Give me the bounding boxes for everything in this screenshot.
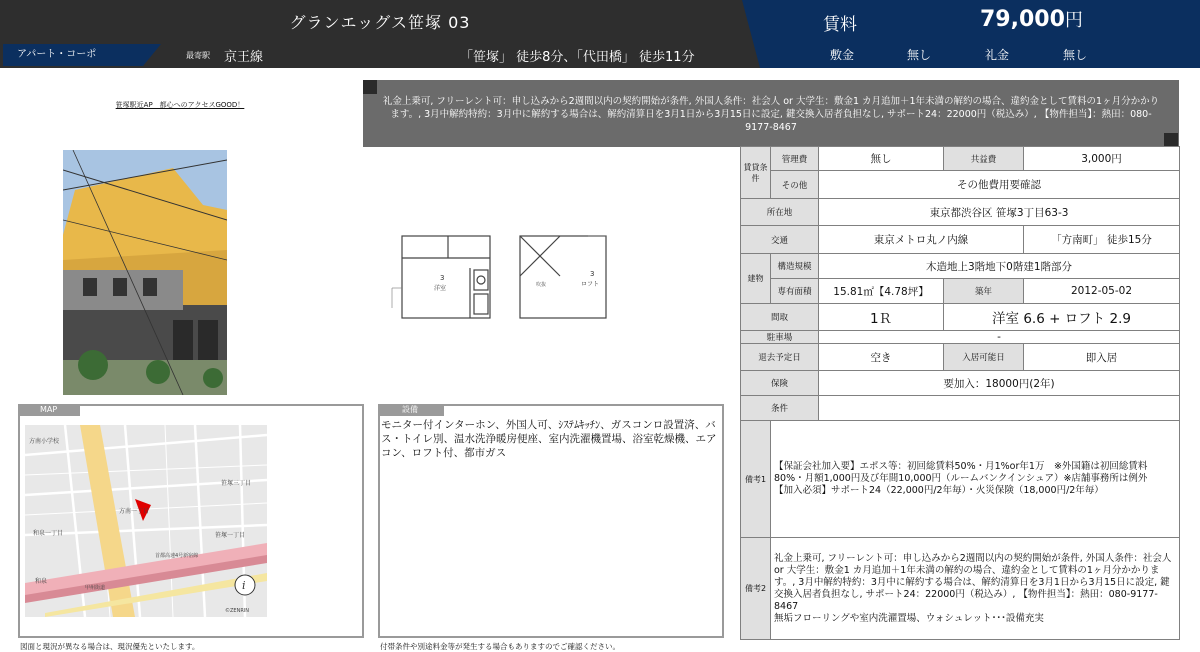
common-fee-label: 共益費 [944, 147, 1024, 171]
vacate-date-label: 退去予定日 [741, 344, 819, 371]
banner-corner-top-left [363, 80, 377, 94]
plan-loft-type: ロフト [581, 281, 600, 288]
transport-station: 「方南町」 徒歩15分 [1024, 226, 1180, 254]
area-value: 15.81㎡【4.78坪】 [819, 279, 944, 304]
layout-detail: 洋室 6.6 + ロフト 2.9 [944, 304, 1180, 331]
conditions-label: 条件 [741, 396, 819, 421]
deposit-label: 敷金 [830, 48, 855, 62]
rent-amount: 79,000 [980, 7, 1065, 32]
map-label-0: 方南小学校 [29, 438, 60, 445]
remarks2-label: 備考2 [741, 538, 771, 640]
rent-unit: 円 [1064, 10, 1083, 31]
map-label-7: 笹塚三丁目 [221, 480, 252, 487]
plan-void-label: 吹抜 [536, 282, 547, 288]
address-value: 東京都渋谷区 笹塚3丁目63-3 [819, 199, 1180, 226]
property-type-tab-edge [143, 44, 161, 66]
address-label: 所在地 [741, 199, 819, 226]
map-note: 図面と現況が異なる場合は、現況優先といたします。 [20, 642, 200, 651]
parking-value: - [819, 331, 1180, 344]
map-compass-icon: i [242, 579, 246, 592]
other-fee-value: その他費用要確認 [819, 171, 1180, 199]
move-in-date-label: 入居可能日 [944, 344, 1024, 371]
building-photo [63, 150, 227, 395]
insurance-label: 保険 [741, 371, 819, 396]
banner-corner-bottom-right [1164, 133, 1178, 147]
map-label-3: 和泉 [35, 578, 48, 585]
station-walk-time: 「笹塚」 徒歩8分、「代田橋」 徒歩11分 [460, 50, 695, 65]
conditions-banner: 礼金上乗可, フリーレント可：申し込みから2週間以内の契約開始が条件, 外国人条件：社会人 or 大学生：敷金1 カ月追加＋1年未満の解約の場合、違約金として賃料の1ヶ月分かかります。, 3月中解約特約：3月中に解約する場合は、解約清算日を3月1日から3月15日に設定, 鍵交換入居者負担なし, サポート24：22000円（税込み）, 【物件担当】：熱田：080-9177-8467 [363, 80, 1179, 147]
plan-main-type: 洋室 [434, 285, 447, 292]
equipment-tab: 設備 [380, 404, 444, 416]
remarks1-text: 【保証会社加入要】エポス等：初回総賃料50%・月1%or年1万 ※外国籍は初回総賃料80%・月額1,000円及び年間10,000円（ルームバンクインシュア）※店舗事務所は例外 【加入必須】サポート24（22,000円/2年毎）・火災保険（18,000円/2年毎） [771, 421, 1180, 538]
transport-label: 交通 [741, 226, 819, 254]
area-map[interactable] [25, 425, 267, 617]
layout-label: 間取 [741, 304, 819, 331]
layout-value: 1Ｒ [819, 304, 944, 331]
station-label: 最寄駅 [186, 51, 210, 60]
transport-line: 東京メトロ丸ノ内線 [819, 226, 1024, 254]
common-fee-value: 3,000円 [1024, 147, 1180, 171]
header-right-edge [742, 0, 760, 68]
group-rent-conditions: 賃貸条件 [741, 147, 771, 199]
catchphrase: 笹塚駅近AP 都心へのアクセスGOOD！ [115, 101, 245, 109]
map-copyright: ©ZENRIN [225, 608, 250, 614]
built-year-label: 築年 [944, 279, 1024, 304]
map-label-2: 和泉一丁目 [33, 530, 64, 537]
plan-main-number: 3 [440, 274, 445, 282]
group-building: 建物 [741, 254, 771, 304]
parking-label: 駐車場 [741, 331, 819, 344]
key-money-label: 礼金 [985, 48, 1010, 62]
conditions-value [819, 396, 1180, 421]
map-label-6: 甲州街道 [85, 585, 106, 591]
equipment-note: 付帯条件や別途料金等が発生する場合もありますのでご確認ください。 [380, 642, 620, 651]
equipment-list: モニター付インターホン、外国人可、ｼｽﾃﾑｷｯﾁﾝ、ガスコンロ設置済、バス・トイレ別、温水洗浄暖房便座、室内洗濯機置場、浴室乾燥機、エアコン、ロフト付、都市ガス [381, 419, 717, 459]
vacate-date-value: 空き [819, 344, 944, 371]
spec-table [740, 146, 1179, 638]
floor-plan [388, 228, 613, 323]
property-type-tab: アパート・コーポ [3, 44, 143, 66]
key-money-value: 無し [1063, 48, 1088, 62]
deposit-value: 無し [907, 48, 932, 62]
structure-label: 構造規模 [771, 254, 819, 279]
station-line: 京王線 [224, 50, 264, 65]
rent-label: 賃料 [823, 15, 857, 35]
other-fee-label: その他 [771, 171, 819, 199]
area-label: 専有面積 [771, 279, 819, 304]
remarks2-text: 礼金上乗可, フリーレント可：申し込みから2週間以内の契約開始が条件, 外国人条件：社会人 or 大学生：敷金1 カ月追加＋1年未満の解約の場合、違約金として賃料の1ヶ月分かかります。, 3月中解約特約：3月中に解約する場合は、解約清算日を3月1日から3月15日に設定, 鍵交換入居者負担なし, サポート24：22000円（税込み）, 【物件担当】：熱田：080-9177-8467 無垢フローリングや室内洗濯置場、ウォシュレット･･･設備充実 [771, 538, 1180, 640]
structure-value: 木造地上3階地下0階建1階部分 [819, 254, 1180, 279]
mgmt-fee-label: 管理費 [771, 147, 819, 171]
insurance-value: 要加入：18000円(2年) [819, 371, 1180, 396]
map-label-4: 笹塚一丁目 [215, 532, 246, 539]
rent-value [980, 6, 1083, 32]
map-tab: MAP [20, 404, 80, 416]
property-title: グランエッグス笹塚 03 [289, 13, 471, 32]
map-label-5: 首都高速4号新宿線 [155, 553, 199, 559]
move-in-date-value: 即入居 [1024, 344, 1180, 371]
mgmt-fee-value: 無し [819, 147, 944, 171]
built-year-value: 2012-05-02 [1024, 279, 1180, 304]
map-label-1: 方南一丁目 [119, 508, 150, 515]
remarks1-label: 備考1 [741, 421, 771, 538]
plan-loft-number: 3 [590, 270, 595, 278]
